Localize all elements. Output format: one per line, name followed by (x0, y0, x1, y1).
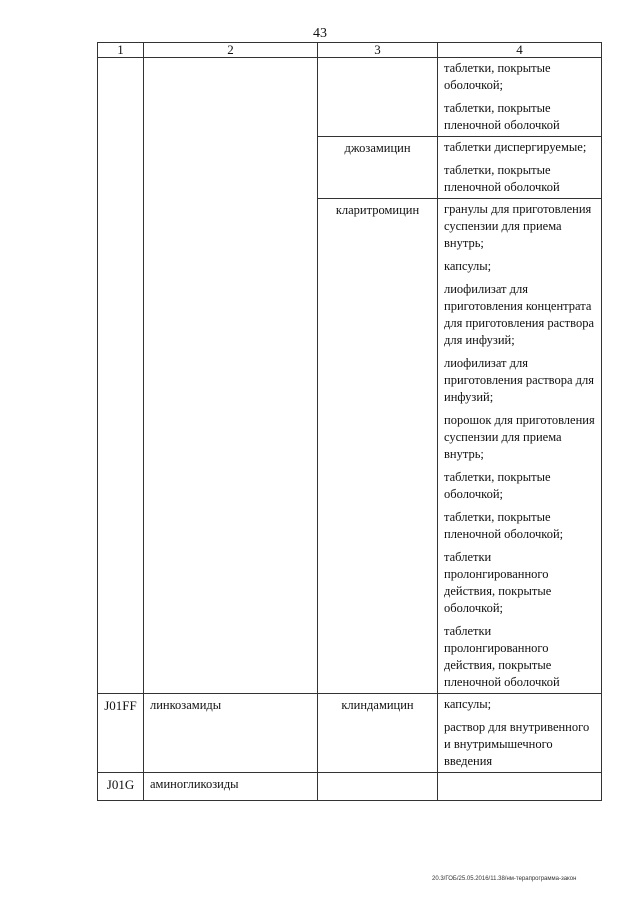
header-cell-4: 4 (438, 43, 602, 58)
code-cell: J01FF (98, 694, 144, 773)
footer-code: 20.3/ГОБ/25.05.2016/11.38/нм-терапрограмма-закон (432, 876, 577, 882)
table-row (98, 694, 602, 773)
form-item: лиофилизат для приготовления раствора для инфузий; (444, 356, 594, 404)
form-item: таблетки, покрытые пленочной оболочкой (444, 101, 560, 132)
drug-cell (318, 773, 438, 801)
form-item: раствор для внутривенного и внутримышечного введения (444, 720, 590, 768)
drug-cell (318, 58, 438, 137)
drug-table (97, 42, 602, 801)
group-cell (144, 58, 318, 694)
code-cell (98, 58, 144, 694)
header-cell-3: 3 (318, 43, 438, 58)
table-row (98, 773, 602, 801)
group-cell: линкозамиды (144, 694, 318, 773)
form-item: капсулы; (444, 697, 492, 711)
forms-cell (438, 137, 602, 199)
forms-cell (438, 58, 602, 137)
form-item: гранулы для приготовления суспензии для приема внутрь; (444, 202, 592, 250)
form-item: лиофилизат для приготовления концентрата для приготовления раствора для инфузий; (444, 282, 594, 347)
form-item: таблетки, покрытые оболочкой; (444, 61, 551, 92)
form-item: таблетки, покрытые пленочной оболочкой (444, 163, 560, 194)
forms-cell (438, 773, 602, 801)
form-item: таблетки, покрытые оболочкой; (444, 470, 551, 501)
form-item: таблетки пролонгированного действия, покрытые пленочной оболочкой (444, 624, 560, 689)
header-cell-1: 1 (98, 43, 144, 58)
drug-cell: клиндамицин (318, 694, 438, 773)
header-cell-2: 2 (144, 43, 318, 58)
form-item: таблетки диспергируемые; (444, 140, 587, 154)
form-item: порошок для приготовления суспензии для приема внутрь; (444, 413, 595, 461)
drug-cell: джозамицин (318, 137, 438, 199)
header-row (98, 43, 602, 58)
form-item: таблетки пролонгированного действия, покрытые оболочкой; (444, 550, 552, 615)
group-cell: аминогликозиды (144, 773, 318, 801)
form-item: капсулы; (444, 259, 492, 273)
forms-cell (438, 199, 602, 694)
drug-cell: кларитромицин (318, 199, 438, 694)
table-row (98, 58, 602, 137)
forms-cell (438, 694, 602, 773)
page-number: 43 (313, 26, 327, 41)
form-item: таблетки, покрытые пленочной оболочкой; (444, 510, 564, 541)
code-cell: J01G (98, 773, 144, 801)
